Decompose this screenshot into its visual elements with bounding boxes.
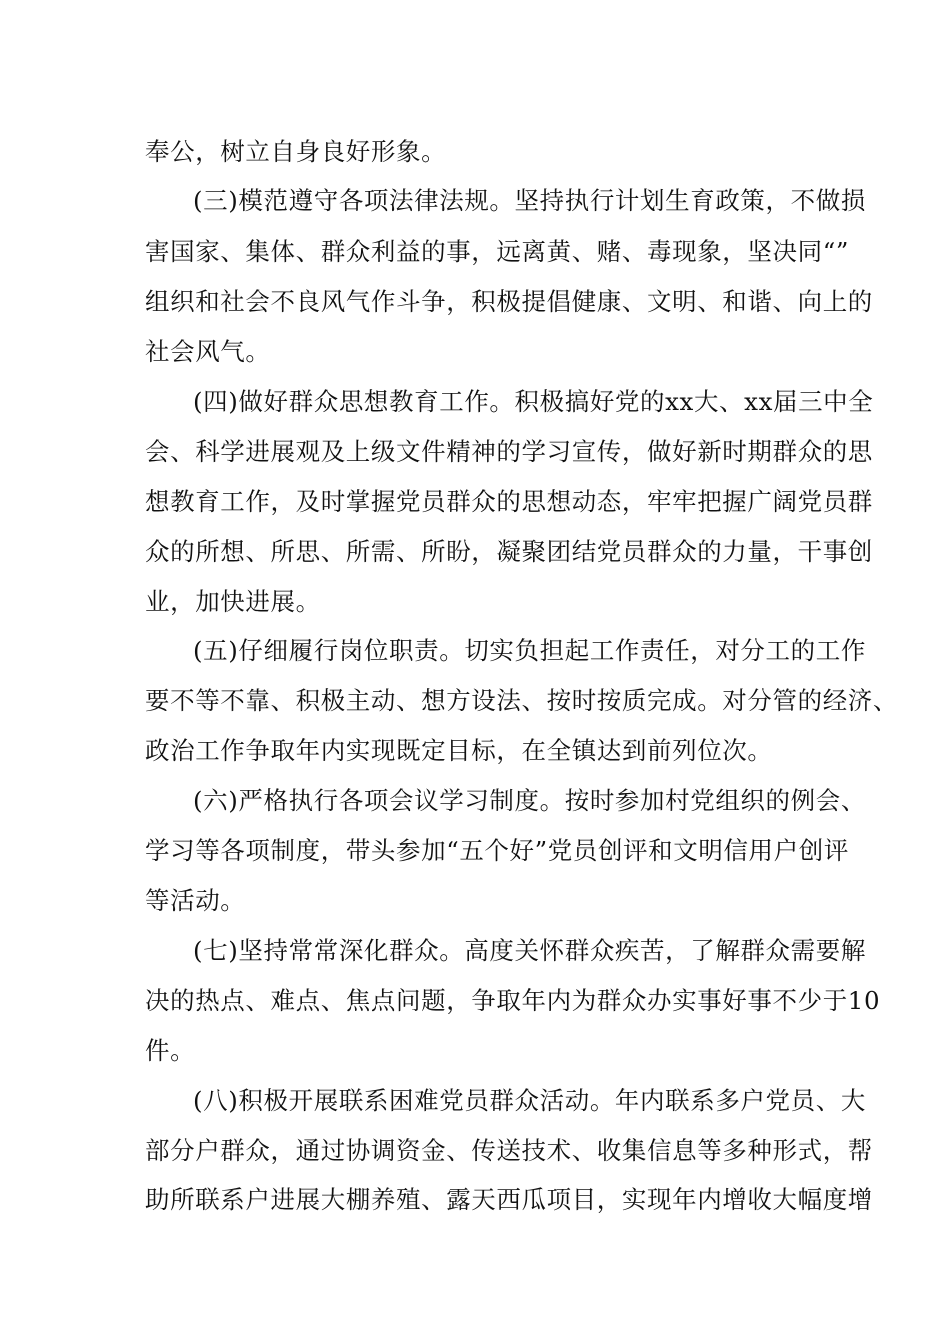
text-line: 部分户群众，通过协调资金、传送技术、收集信息等多种形式，帮 bbox=[145, 1136, 873, 1165]
paragraph-heading-5: (五)仔细履行岗位职责。切实负担起工作责任，对分工的工作 bbox=[193, 636, 866, 665]
paragraph-heading-6: (六)严格执行各项会议学习制度。按时参加村党组织的例会、 bbox=[193, 786, 866, 815]
text-line: 决的热点、难点、焦点问题，争取年内为群众办实事好事不少于10 bbox=[145, 986, 881, 1015]
text-line: 要不等不靠、积极主动、想方设法、按时按质完成。对分管的经济、 bbox=[145, 686, 898, 715]
text-line: 助所联系户进展大棚养殖、露天西瓜项目，实现年内增收大幅度增 bbox=[145, 1185, 873, 1214]
paragraph-heading-8: (八)积极开展联系困难党员群众活动。年内联系多户党员、大 bbox=[193, 1086, 866, 1115]
text-line: 社会风气。 bbox=[145, 337, 271, 366]
text-line: 会、科学进展观及上级文件精神的学习宣传，做好新时期群众的思 bbox=[145, 437, 873, 466]
text-line: 组织和社会不良风气作斗争，积极提倡健康、文明、和谐、向上的 bbox=[145, 287, 873, 316]
paragraph-heading-4: (四)做好群众思想教育工作。积极搞好党的xx大、xx届三中全 bbox=[193, 387, 874, 416]
paragraph-heading-7: (七)坚持常常深化群众。高度关怀群众疾苦，了解群众需要解 bbox=[193, 936, 866, 965]
text-line: 学习等各项制度，带头参加“五个好”党员创评和文明信用户创评 bbox=[145, 836, 849, 865]
text-line: 想教育工作，及时掌握党员群众的思想动态，牢牢把握广阔党员群 bbox=[145, 487, 873, 516]
text-line: 等活动。 bbox=[145, 886, 246, 915]
text-line: 件。 bbox=[145, 1036, 196, 1065]
text-line: 奉公，树立自身良好形象。 bbox=[145, 137, 447, 166]
paragraph-heading-3: (三)模范遵守各项法律法规。坚持执行计划生育政策，不做损 bbox=[193, 186, 866, 215]
text-line: 害国家、集体、群众利益的事，远离黄、赌、毒现象，坚决同“” bbox=[145, 237, 849, 266]
text-line: 业，加快进展。 bbox=[145, 587, 321, 616]
text-line: 政治工作争取年内实现既定目标，在全镇达到前列位次。 bbox=[145, 736, 773, 765]
text-line: 众的所想、所思、所需、所盼，凝聚团结党员群众的力量，干事创 bbox=[145, 537, 873, 566]
